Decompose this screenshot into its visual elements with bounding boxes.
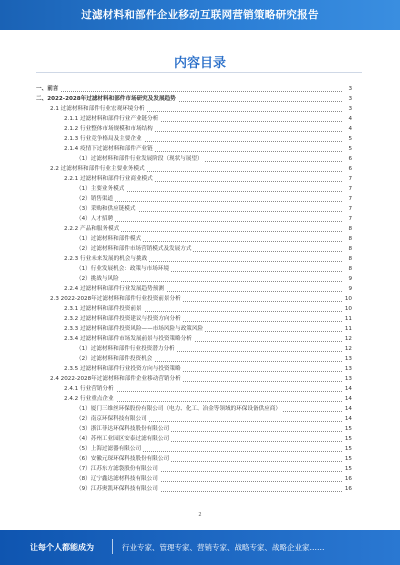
toc-entry-page: 15 bbox=[344, 426, 352, 432]
toc-entry-page: 7 bbox=[343, 174, 352, 184]
toc-entry-title: 一、前言 bbox=[36, 86, 59, 92]
toc-entry-title: 2.1.4 疫情下过滤材料和部件产业链 bbox=[64, 146, 153, 152]
toc-entry-title: （4）苏州工业园区安泰过滤有限公司 bbox=[76, 436, 170, 442]
toc-entry[interactable] bbox=[36, 334, 352, 344]
page-number: 2 bbox=[198, 512, 202, 518]
toc-entry-title: 2.3.3 过滤材料和部件投资风险——市场风险与政策风险 bbox=[64, 326, 204, 332]
toc-entry-page: 5 bbox=[343, 134, 352, 144]
toc-entry-page: 11 bbox=[344, 316, 352, 322]
toc-leader-dots bbox=[76, 214, 342, 222]
footer-tagline: 行业专家、管理专家、营销专家、战略专家、战略企业家…… bbox=[122, 543, 325, 552]
toc-divider bbox=[36, 72, 362, 73]
toc-entry-page: 11 bbox=[344, 326, 352, 332]
toc-entry-title: 2.3.2 过滤材料和部件投资建议与投资方向分析 bbox=[64, 316, 181, 322]
toc-entry-page: 14 bbox=[344, 406, 352, 412]
toc-entry-title: 2.4 2022-2028年过滤材料和部件企业移动营销分析 bbox=[50, 376, 181, 382]
toc-entry-page: 15 bbox=[344, 446, 352, 452]
toc-entry-page: 8 bbox=[343, 264, 352, 274]
toc-entry-title: （7）江苏东方滤袋股份有限公司 bbox=[76, 466, 158, 472]
footer-bar bbox=[0, 530, 400, 565]
toc-entry-title: （1）行业发展机会：政策与市场环境 bbox=[76, 266, 170, 272]
toc-entry-page: 15 bbox=[344, 436, 352, 442]
toc-entry-title: （2）销售渠道 bbox=[76, 196, 114, 202]
toc-entry-title: 2.3.4 过滤材料和部件市场发展前景与投资策略分析 bbox=[64, 336, 192, 342]
toc-entry-title: 2.3.1 过滤材料和部件投资前景 bbox=[64, 306, 142, 312]
footer-slogan: 让每个人都能成为 bbox=[30, 543, 94, 552]
toc-entry[interactable] bbox=[36, 484, 352, 494]
toc-entry-title: 2.3 2022-2028年过滤材料和部件行业投资前景分析 bbox=[50, 296, 181, 302]
toc-entry[interactable] bbox=[36, 364, 352, 374]
toc-entry-title: 2.1.2 行业整体市场规模和市场结构 bbox=[64, 126, 153, 132]
toc-entry[interactable] bbox=[36, 464, 352, 474]
toc-entry-page: 15 bbox=[344, 456, 352, 462]
toc-entry-page: 7 bbox=[343, 214, 352, 224]
toc-entry[interactable] bbox=[36, 114, 352, 124]
toc-entry-page: 12 bbox=[344, 346, 352, 352]
toc-entry[interactable] bbox=[36, 354, 352, 364]
toc-entry-title: 2.2 过滤材料和部件行业主要业务模式 bbox=[50, 166, 145, 172]
toc-entry[interactable] bbox=[36, 234, 352, 244]
toc-entry-title: 2.2.4 过滤材料和部件行业发展趋势预测 bbox=[64, 286, 164, 292]
toc-entry-title: （1）过滤材料和部件模式 bbox=[76, 236, 142, 242]
toc-entry[interactable] bbox=[36, 164, 352, 174]
toc-entry-page: 15 bbox=[344, 466, 352, 472]
toc-entry-page: 8 bbox=[343, 244, 352, 254]
toc-entry-page: 13 bbox=[344, 366, 352, 372]
report-header-bar bbox=[0, 0, 400, 30]
toc-entry[interactable] bbox=[36, 274, 352, 284]
footer-divider bbox=[112, 539, 113, 554]
toc-entry[interactable] bbox=[36, 214, 352, 224]
toc-entry-title: （1）过滤材料和部件行业发展阶段（现状与展望） bbox=[76, 156, 203, 162]
toc-entry-title: （3）浙江菲达环保科技股份有限公司 bbox=[76, 426, 170, 432]
toc-entry-page: 13 bbox=[344, 356, 352, 362]
table-of-contents bbox=[36, 84, 352, 494]
toc-entry-title: （4）人才招聘 bbox=[76, 216, 114, 222]
toc-entry-page: 5 bbox=[343, 144, 352, 154]
toc-entry-page: 4 bbox=[343, 124, 352, 134]
toc-entry[interactable] bbox=[36, 284, 352, 294]
toc-entry-title: 2.4.2 行业重点企业 bbox=[64, 396, 114, 402]
toc-entry-page: 14 bbox=[344, 386, 352, 392]
toc-entry[interactable] bbox=[36, 344, 352, 354]
toc-entry-page: 8 bbox=[343, 224, 352, 234]
toc-entry[interactable] bbox=[36, 384, 352, 394]
toc-entry-page: 10 bbox=[344, 296, 352, 302]
toc-entry[interactable] bbox=[36, 434, 352, 444]
toc-entry[interactable] bbox=[36, 154, 352, 164]
toc-entry-title: 2.4.1 行业营销分析 bbox=[64, 386, 114, 392]
toc-entry[interactable] bbox=[36, 404, 352, 414]
toc-entry-title: （5）上海过滤器有限公司 bbox=[76, 446, 142, 452]
toc-entry[interactable] bbox=[36, 454, 352, 464]
toc-entry-title: 2.2.2 产品和服务模式 bbox=[64, 226, 120, 232]
toc-entry[interactable] bbox=[36, 414, 352, 424]
toc-entry[interactable] bbox=[36, 84, 352, 94]
toc-entry-title: （2）南京环保科技有限公司 bbox=[76, 416, 147, 422]
toc-entry-page: 9 bbox=[343, 274, 352, 284]
toc-entry-page: 7 bbox=[343, 184, 352, 194]
toc-entry-title: （2）挑战与风险 bbox=[76, 276, 119, 282]
report-title: 过滤材料和部件企业移动互联网营销策略研究报告 bbox=[81, 9, 319, 21]
toc-entry[interactable] bbox=[36, 174, 352, 184]
toc-entry-title: （1）厦门三维丝环保股份有限公司（电力、化工、冶金等领域的环保设备供应商） bbox=[76, 406, 281, 412]
toc-entry-page: 3 bbox=[343, 84, 352, 94]
toc-entry-page: 10 bbox=[344, 306, 352, 312]
toc-entry[interactable] bbox=[36, 424, 352, 434]
toc-entry[interactable] bbox=[36, 134, 352, 144]
toc-entry[interactable] bbox=[36, 104, 352, 114]
toc-entry-page: 4 bbox=[343, 114, 352, 124]
toc-entry-title: 2.3.5 过滤材料和部件行业投资方向与投资策略 bbox=[64, 366, 181, 372]
toc-entry-title: 2.1.3 行业竞争格局及主要企业 bbox=[64, 136, 142, 142]
toc-entry[interactable] bbox=[36, 474, 352, 484]
toc-entry-title: （2）过滤材料和部件市场营销模式及发展方式 bbox=[76, 246, 192, 252]
toc-entry-title: （1）主要业务模式 bbox=[76, 186, 125, 192]
toc-entry-title: （6）安徽元琛环保科技股份有限公司 bbox=[76, 456, 170, 462]
toc-entry-title: 2.2.3 行业未来发展的机会与挑战 bbox=[64, 256, 148, 262]
toc-entry[interactable] bbox=[36, 394, 352, 404]
toc-heading: 内容目录 bbox=[173, 56, 226, 71]
toc-entry[interactable] bbox=[36, 324, 352, 334]
toc-entry-title: 2.1 过滤材料和部件行业宏观环境分析 bbox=[50, 106, 145, 112]
toc-entry-title: 2.1.1 过滤材料和部件行业产业链分析 bbox=[64, 116, 159, 122]
toc-entry-page: 9 bbox=[343, 284, 352, 294]
toc-leader-dots bbox=[36, 84, 342, 92]
toc-entry-page: 16 bbox=[344, 476, 352, 482]
toc-entry-title: （2）过滤材料和部件投资机会 bbox=[76, 356, 153, 362]
toc-entry[interactable] bbox=[36, 184, 352, 194]
toc-entry-page: 7 bbox=[343, 204, 352, 214]
toc-entry[interactable] bbox=[36, 144, 352, 154]
toc-entry-title: 二、2022-2028年过滤材料和部件市场研究及发展趋势 bbox=[36, 96, 176, 102]
toc-entry-title: 2.2.1 过滤材料和部件行业商业模式 bbox=[64, 176, 153, 182]
toc-entry[interactable] bbox=[36, 224, 352, 234]
toc-entry-page: 12 bbox=[344, 336, 352, 342]
toc-entry[interactable] bbox=[36, 244, 352, 254]
toc-entry-page: 3 bbox=[343, 94, 352, 104]
toc-entry[interactable] bbox=[36, 254, 352, 264]
toc-entry[interactable] bbox=[36, 294, 352, 304]
toc-entry-title: （9）江苏奥凯环保科技有限公司 bbox=[76, 486, 158, 492]
toc-entry[interactable] bbox=[36, 444, 352, 454]
toc-entry-title: （8）辽宁鑫达滤材科技有限公司 bbox=[76, 476, 158, 482]
toc-entry[interactable] bbox=[36, 94, 352, 104]
toc-entry-page: 13 bbox=[344, 376, 352, 382]
toc-entry-page: 6 bbox=[343, 164, 352, 174]
toc-leader-dots bbox=[76, 194, 342, 202]
toc-entry-page: 6 bbox=[343, 154, 352, 164]
toc-entry[interactable] bbox=[36, 314, 352, 324]
toc-entry-title: （3）采购和供应链模式 bbox=[76, 206, 136, 212]
toc-entry[interactable] bbox=[36, 194, 352, 204]
toc-entry-page: 8 bbox=[343, 254, 352, 264]
toc-entry-page: 8 bbox=[343, 234, 352, 244]
toc-entry[interactable] bbox=[36, 304, 352, 314]
toc-entry-page: 14 bbox=[344, 396, 352, 402]
toc-entry[interactable] bbox=[36, 204, 352, 214]
toc-entry[interactable] bbox=[36, 264, 352, 274]
toc-entry-page: 14 bbox=[344, 416, 352, 422]
toc-entry[interactable] bbox=[36, 124, 352, 134]
toc-entry-page: 7 bbox=[343, 194, 352, 204]
toc-entry-page: 16 bbox=[344, 486, 352, 492]
toc-entry[interactable] bbox=[36, 374, 352, 384]
toc-entry-title: （1）过滤材料和部件行业投资潜力分析 bbox=[76, 346, 175, 352]
toc-entry-page: 3 bbox=[343, 104, 352, 114]
